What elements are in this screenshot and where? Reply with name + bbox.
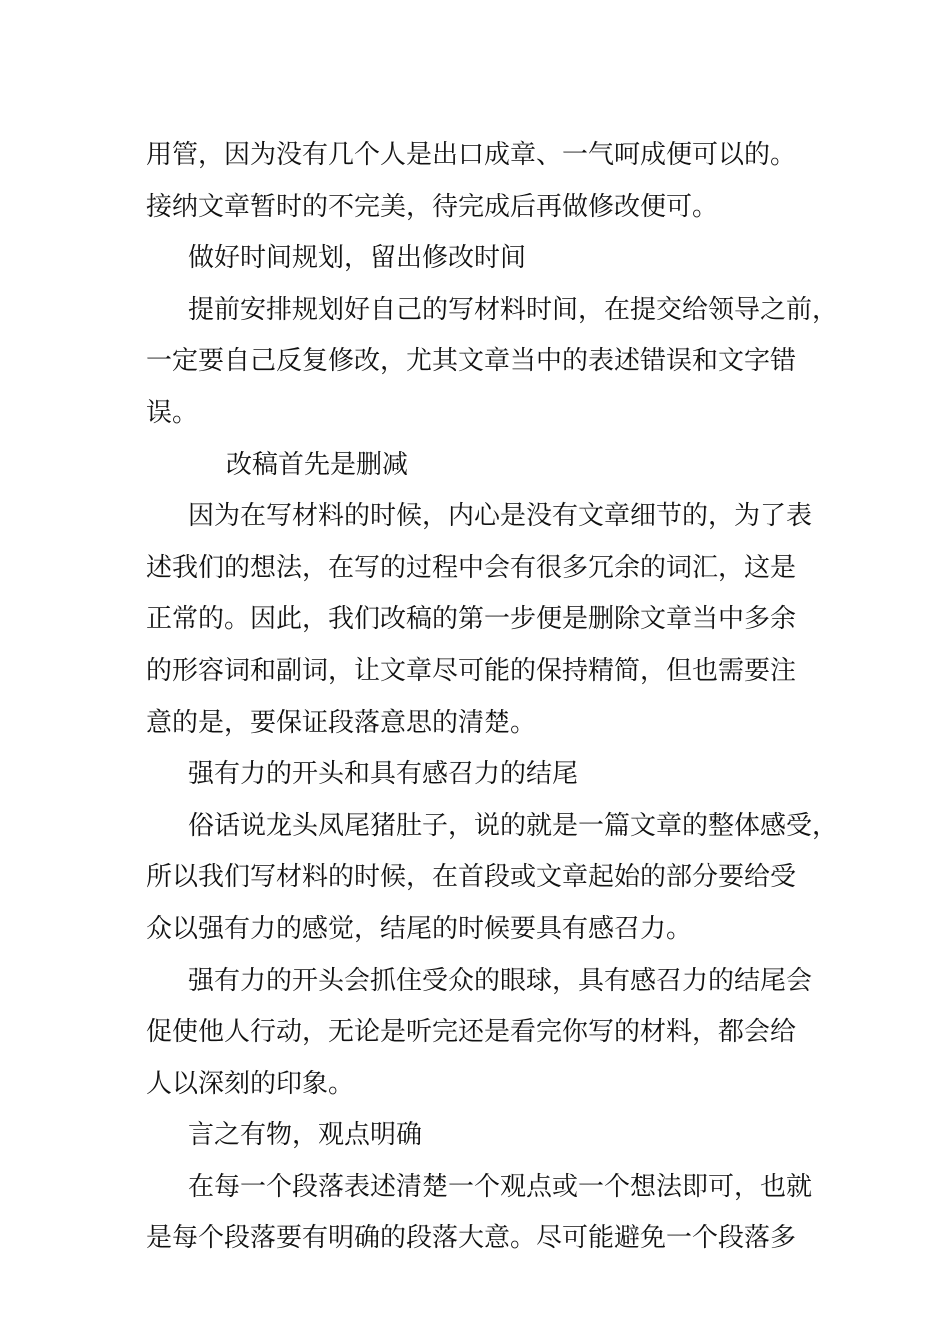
body-line: 所以我们写材料的时候，在首段或文章起始的部分要给受 [146, 862, 797, 893]
body-line: 接纳文章暂时的不完美，待完成后再做修改便可。 [146, 191, 719, 222]
paragraph-first-line: 俗话说龙头凤尾猪肚子，说的就是一篇文章的整体感受， [188, 810, 839, 841]
body-line: 误。 [146, 397, 199, 428]
body-line: 一定要自己反复修改，尤其文章当中的表述错误和文字错 [146, 346, 797, 377]
body-line: 是每个段落要有明确的段落大意。尽可能避免一个段落多 [146, 1223, 797, 1254]
paragraph-first-line: 因为在写材料的时候，内心是没有文章细节的，为了表 [188, 501, 813, 532]
section-heading: 做好时间规划，留出修改时间 [188, 243, 527, 274]
body-line: 促使他人行动，无论是听完还是看完你写的材料，都会给 [146, 1017, 797, 1048]
body-line: 正常的。因此，我们改稿的第一步便是删除文章当中多余 [146, 604, 797, 635]
body-line: 人以深刻的印象。 [146, 1068, 355, 1099]
body-line: 众以强有力的感觉，结尾的时候要具有感召力。 [146, 913, 693, 944]
section-heading: 言之有物，观点明确 [188, 1120, 423, 1151]
body-line: 用管，因为没有几个人是出口成章、一气呵成便可以的。 [146, 140, 797, 170]
paragraph-first-line: 强有力的开头会抓住受众的眼球，具有感召力的结尾会 [188, 965, 813, 996]
section-heading: 改稿首先是删减 [226, 449, 409, 480]
section-heading: 强有力的开头和具有感召力的结尾 [188, 759, 579, 790]
document-body [146, 130, 839, 1265]
paragraph-first-line: 在每一个段落表述清楚一个观点或一个想法即可，也就 [188, 1171, 813, 1202]
body-line: 意的是，要保证段落意思的清楚。 [146, 707, 537, 738]
body-line: 述我们的想法，在写的过程中会有很多冗余的词汇，这是 [146, 552, 797, 583]
body-line: 的形容词和副词，让文章尽可能的保持精简，但也需要注 [146, 655, 797, 686]
paragraph-first-line: 提前安排规划好自己的写材料时间，在提交给领导之前， [188, 294, 839, 325]
